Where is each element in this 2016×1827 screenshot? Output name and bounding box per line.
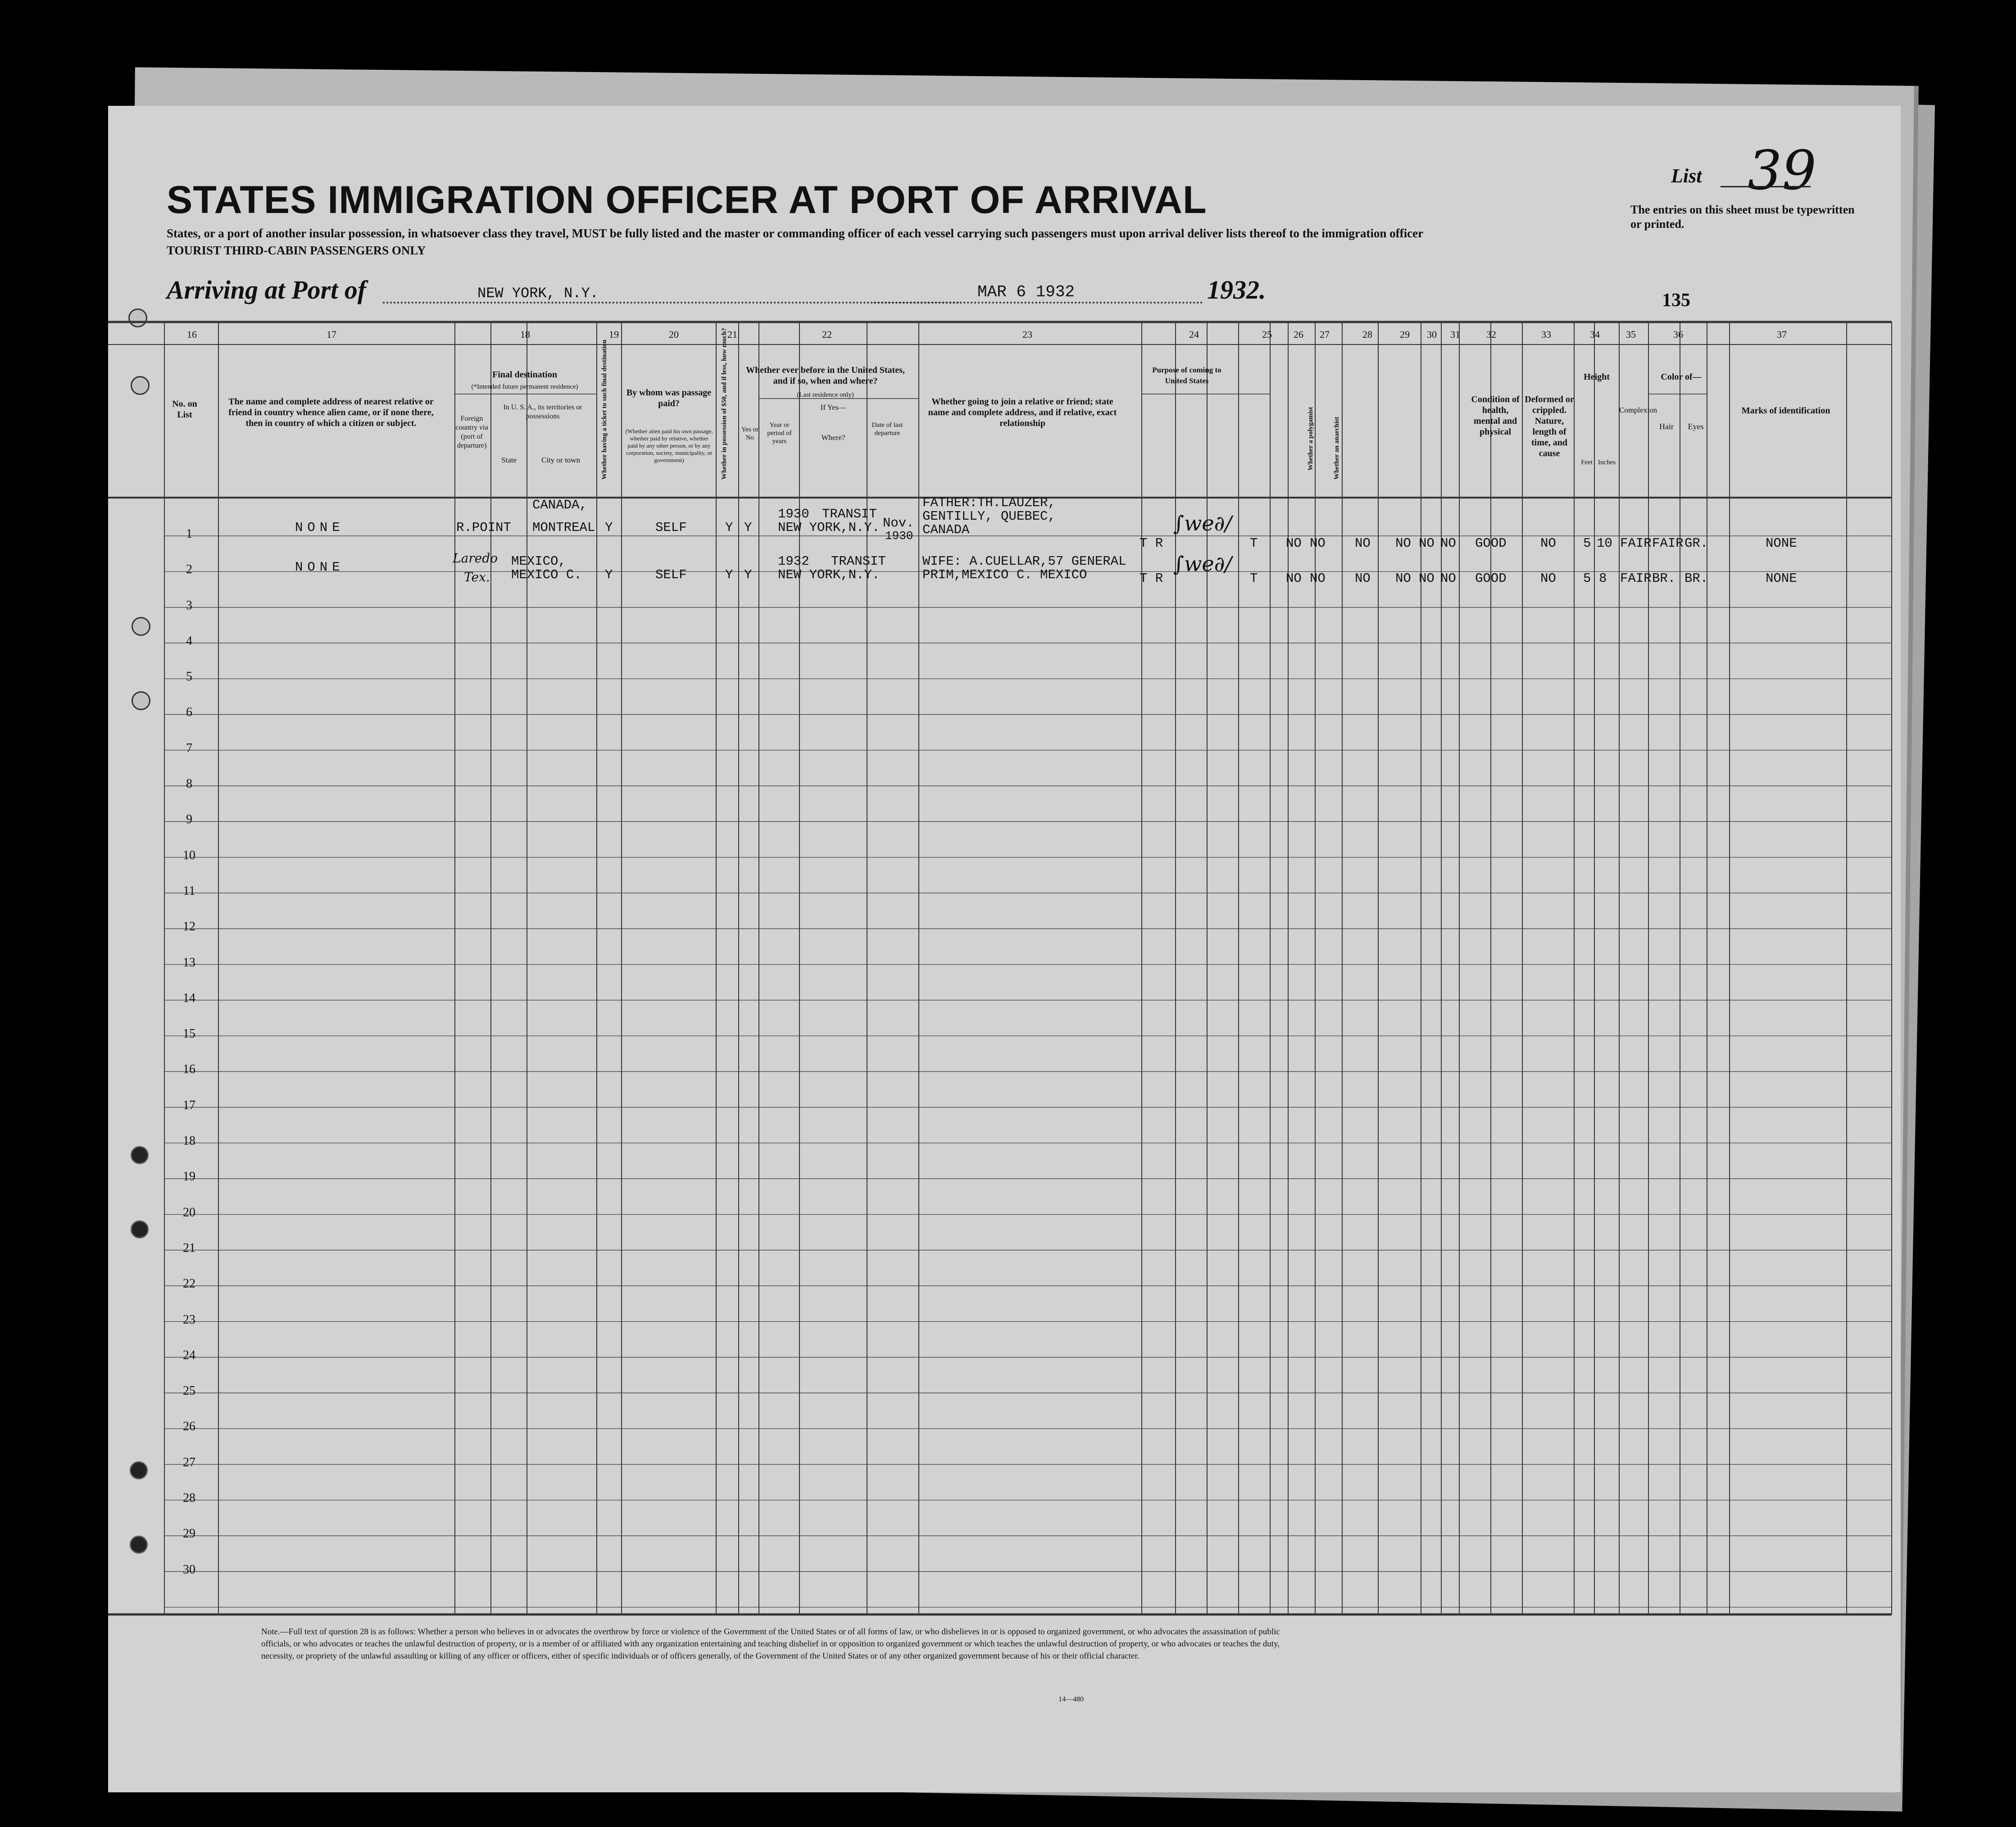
cell-anarchist: NO: [1310, 536, 1326, 551]
list-number: 39: [1748, 140, 1816, 202]
colnum-25: 25: [1262, 329, 1272, 340]
cell-q28: NO: [1355, 536, 1371, 551]
cell-marks: NONE: [1766, 536, 1797, 551]
header-marks: Marks of identification: [1741, 406, 1830, 416]
cell-ticket: Y: [605, 520, 613, 535]
cell-foreign-country: Laredo: [453, 551, 498, 566]
colnum-30: 30: [1427, 329, 1437, 340]
cell-city: MONTREAL: [532, 520, 595, 535]
cell-purpose: T R: [1140, 571, 1163, 586]
header-yes-no: Yes or No: [741, 426, 759, 441]
cell-where: NEW YORK,N.Y.: [778, 520, 880, 535]
arriving-label: Arriving at Port of: [167, 275, 367, 304]
cell-date-departure: Nov.: [883, 516, 914, 530]
cell-purpose-end: T: [1250, 571, 1258, 586]
row-number: 4: [186, 634, 192, 648]
passenger-class-line: TOURIST THIRD-CABIN PASSENGERS ONLY: [167, 244, 426, 257]
header-eyes: Eyes: [1688, 422, 1704, 431]
footnote-question-28: Note.—Full text of question 28 is as follows: Whether a person who believes in or advocates the overthrow by force or violence of the Government of the United States or of all forms of law, or who disbelieves in or is opposed to organized government, or who advocates the assassination of public officials, or who advocates or teaches the unlawful destruction of property, or is a member of or affiliated with any organization entertaining and teaching disbelief in or opposition to organized government or which teaches the unlawful destruction of property, or who advocates or teaches the duty, necessity, or propriety of the unlawful assaulting or killing of any officer or officers, either of specific individuals or of officers generally, of the Government of the United States or of any other organized government because of his or their official character.: [261, 1627, 1280, 1661]
cell-where: NEW YORK,N.Y.: [778, 567, 880, 582]
cell-where-note: TRANSIT: [822, 507, 877, 521]
cell-health: GOOD: [1475, 536, 1507, 551]
row-number: 16: [183, 1062, 195, 1077]
cell-q31: NO: [1440, 571, 1456, 586]
colnum-22: 22: [822, 329, 832, 340]
cell-join-address: GENTILLY, QUEBEC,: [922, 509, 1056, 524]
row-number: 27: [183, 1455, 195, 1469]
row-number: 29: [183, 1527, 195, 1541]
cell-purpose: T R: [1140, 536, 1163, 551]
cell-inches: 10: [1597, 536, 1612, 551]
cell-q31: NO: [1440, 536, 1456, 551]
instructions-line: States, or a port of another insular possession, in whatsoever class they travel, MUST be fully listed and the master or commanding officer of each vessel carrying such passengers must upon arrival deliver lists thereof to the immigration officer: [167, 227, 1424, 240]
row-number: 26: [183, 1419, 195, 1434]
row-number: 2: [186, 562, 192, 577]
header-purpose: Purpose of coming to United States: [1152, 366, 1221, 385]
cell-period: 1930: [778, 507, 809, 521]
row-number: 21: [183, 1241, 195, 1255]
header-period: Year or period of years: [767, 422, 792, 445]
cell-paid-by: SELF: [655, 567, 687, 582]
header-join-relative: Whether going to join a relative or friend; state name and complete address, and if relative, exact relationship: [928, 397, 1117, 428]
colnum-21: 21: [727, 329, 737, 340]
header-height: Height: [1584, 372, 1610, 382]
cell-eyes: GR.: [1685, 536, 1708, 551]
cell-q30: NO: [1419, 536, 1435, 551]
header-in-usa: In U. S. A., its territories or possessions: [503, 403, 582, 420]
arrival-date: MAR 6 1932: [977, 283, 1075, 301]
page-title: STATES IMMIGRATION OFFICER AT PORT OF ARRIVAL: [167, 178, 1207, 222]
header-nearest-relative: The name and complete address of nearest relative or friend in country whence alien came, or if none there, then in country of which a citizen or subject.: [228, 397, 434, 428]
colnum-16: 16: [187, 329, 197, 340]
cell-city: MEXICO C.: [511, 567, 582, 582]
cell-ever-before: Y: [744, 567, 752, 582]
colnum-18: 18: [520, 329, 530, 340]
cell-join-relative: FATHER:TH.LAUZER,: [922, 495, 1056, 510]
cell-hair: BR.: [1652, 571, 1676, 586]
row-number: 13: [183, 955, 195, 970]
header-final-destination-note: (*Intended future permanent residence): [471, 383, 578, 390]
colnum-23: 23: [1022, 329, 1032, 340]
row-number: 19: [183, 1170, 195, 1184]
colnum-29: 29: [1400, 329, 1410, 340]
row-number: 24: [183, 1348, 195, 1362]
handwritten-mark-icon: ∫we∂/: [1173, 552, 1232, 576]
header-ticket: Whether having a ticket to such final destination: [601, 340, 608, 480]
cell-inches: 8: [1599, 571, 1607, 586]
colnum-27: 27: [1320, 329, 1330, 340]
cell-q28: NO: [1355, 571, 1371, 586]
header-final-destination: Final destination: [492, 370, 557, 380]
cell-paid-by: SELF: [655, 520, 687, 535]
cell-polygamist: NO: [1286, 571, 1302, 586]
cell-ever-before: Y: [744, 520, 752, 535]
colnum-26: 26: [1294, 329, 1303, 340]
row-number: 15: [183, 1027, 195, 1041]
cell-ticket: Y: [605, 567, 613, 582]
row-number: 9: [186, 812, 192, 827]
row-number: 3: [186, 598, 192, 612]
header-hair: Hair: [1659, 422, 1674, 431]
cell-money: Y: [725, 520, 733, 535]
cell-anarchist: NO: [1310, 571, 1326, 586]
cell-complexion: FAIR: [1620, 571, 1652, 586]
header-no-on-list: No. on List: [172, 399, 197, 420]
cell-join-address: PRIM,MEXICO C. MEXICO: [922, 567, 1087, 582]
cell-q29: NO: [1395, 536, 1411, 551]
header-passage-paid: By whom was passage paid?: [626, 388, 712, 408]
row-number: 12: [183, 920, 195, 934]
cell-foreign-country-state: Tex.: [464, 570, 490, 585]
cell-polygamist: NO: [1286, 536, 1302, 551]
form-number: 14—480: [1058, 1696, 1084, 1703]
colnum-19: 19: [609, 329, 619, 340]
row-number: 25: [183, 1384, 195, 1398]
cell-state: MEXICO,: [511, 554, 566, 569]
row-number: 28: [183, 1491, 195, 1505]
row-number: 17: [183, 1098, 195, 1112]
page-number: 135: [1662, 290, 1690, 311]
cell-money: Y: [725, 567, 733, 582]
cell-health: GOOD: [1475, 571, 1507, 586]
row-number: 18: [183, 1134, 195, 1148]
manifest-sheet: [108, 106, 1901, 1792]
header-inches: Inches: [1598, 459, 1616, 466]
cell-q30: NO: [1419, 571, 1435, 586]
cell-hair: FAIR: [1652, 536, 1684, 551]
cell-join-relative: WIFE: A.CUELLAR,57 GENERAL: [922, 554, 1126, 569]
row-number: 5: [186, 670, 192, 684]
cell-marks: NONE: [1766, 571, 1797, 586]
header-color-of: Color of—: [1661, 372, 1702, 382]
cell-relative: NONE: [295, 560, 345, 575]
cell-date-departure-year: 1930: [885, 529, 913, 543]
colnum-36: 36: [1673, 329, 1683, 340]
colnum-28: 28: [1362, 329, 1372, 340]
header-passage-note: (Whether alien paid his own passage, whether paid by relative, whether paid by any other person, or by any corporation, society, municipality, or government): [625, 428, 713, 463]
cell-eyes: BR.: [1685, 571, 1708, 586]
row-number: 14: [183, 991, 195, 1005]
row-number: 1: [186, 527, 192, 541]
cell-period: 1932: [778, 554, 809, 569]
table-grid: [108, 106, 1901, 1792]
cell-deformed: NO: [1540, 536, 1556, 551]
colnum-20: 20: [669, 329, 679, 340]
header-deformed: Deformed or crippled. Nature, length of time, and cause: [1525, 394, 1574, 458]
header-where: Where?: [821, 433, 845, 442]
row-number: 20: [183, 1205, 195, 1220]
header-foreign-country: Foreign country via (port of departure): [455, 415, 488, 449]
row-number: 7: [186, 741, 192, 755]
row-number: 6: [186, 705, 192, 720]
cell-feet: 5: [1583, 536, 1591, 551]
colnum-17: 17: [327, 329, 336, 340]
row-number: 8: [186, 777, 192, 791]
arrival-port: NEW YORK, N.Y.: [477, 285, 599, 302]
header-date-departure: Date of last departure: [872, 422, 903, 437]
colnum-34: 34: [1590, 329, 1600, 340]
header-state: State: [501, 456, 517, 464]
cell-complexion: FAIR: [1620, 536, 1652, 551]
row-number: 30: [183, 1562, 195, 1577]
cell-join-country: CANADA: [922, 522, 970, 537]
cell-relative: NONE: [295, 520, 345, 535]
header-money: Whether in possession of $50, and if less, how much?: [721, 328, 728, 480]
header-if-yes: If Yes—: [820, 403, 846, 412]
arrival-year: 1932.: [1207, 275, 1266, 304]
row-number: 23: [183, 1312, 195, 1327]
header-ever-before-note: (Last residence only): [797, 391, 854, 399]
header-complexion: Complexion: [1619, 406, 1657, 414]
colnum-35: 35: [1626, 329, 1636, 340]
handwritten-mark-icon: ∫we∂/: [1173, 511, 1232, 535]
row-number: 11: [183, 884, 195, 898]
header-anarchist: Whether an anarchist: [1333, 417, 1340, 480]
cell-foreign-country: R.POINT: [456, 520, 511, 535]
header-polygamist: Whether a polygamist: [1307, 407, 1314, 471]
row-number: 22: [183, 1277, 195, 1291]
header-ever-before: Whether ever before in the United States, and if so, when and where?: [746, 365, 905, 386]
header-city: City or town: [541, 456, 580, 464]
cell-purpose-end: T: [1250, 536, 1258, 551]
colnum-32: 32: [1486, 329, 1496, 340]
colnum-31: 31: [1450, 329, 1460, 340]
header-feet: Feet: [1581, 459, 1593, 466]
header-health: Condition of health, mental and physical: [1471, 394, 1520, 437]
colnum-37: 37: [1777, 329, 1787, 340]
cell-deformed: NO: [1540, 571, 1556, 586]
cell-q29: NO: [1395, 571, 1411, 586]
colnum-24: 24: [1189, 329, 1199, 340]
list-label: List: [1671, 165, 1702, 187]
row-number: 10: [183, 848, 195, 862]
typewritten-note: The entries on this sheet must be typewritten or printed.: [1630, 203, 1855, 231]
colnum-33: 33: [1541, 329, 1551, 340]
cell-feet: 5: [1583, 571, 1591, 586]
cell-state: CANADA,: [532, 498, 587, 512]
cell-where-note: TRANSIT: [831, 554, 886, 569]
